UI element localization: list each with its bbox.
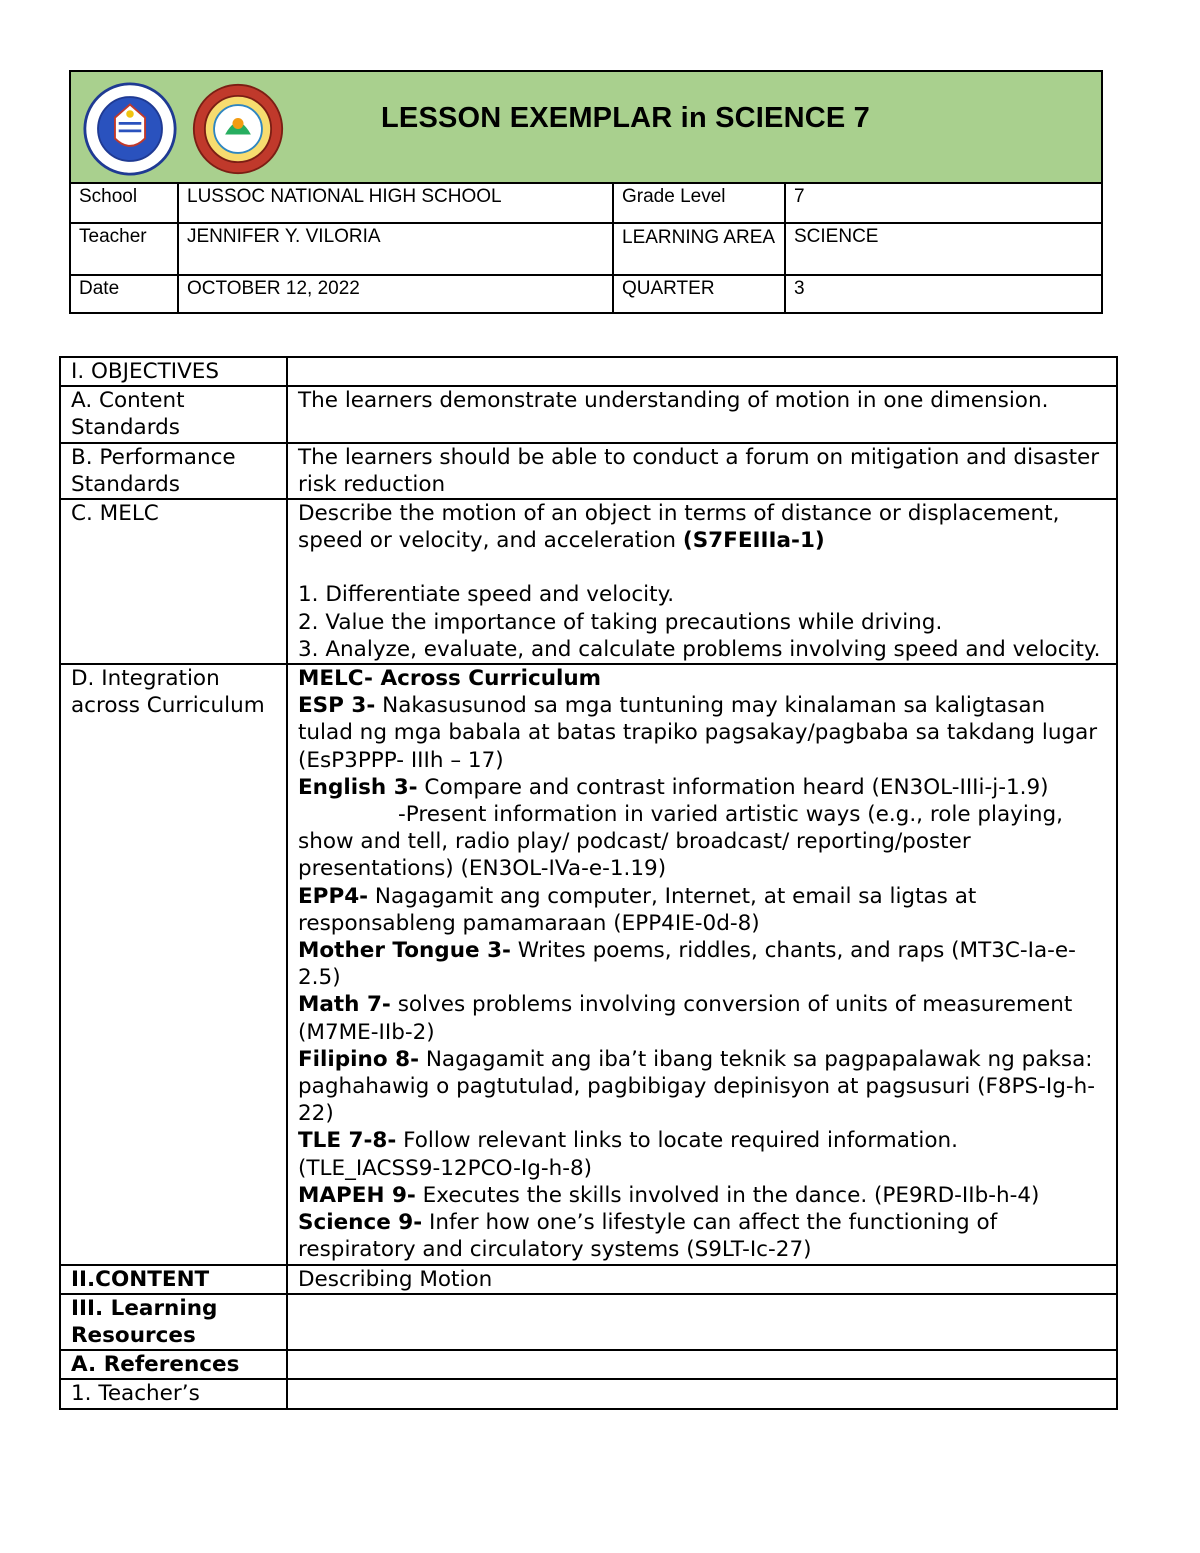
melc-value [287, 499, 1117, 664]
teachers-guide-label: 1. Teacher’s [60, 1379, 287, 1408]
teachers-guide-value [287, 1379, 1117, 1408]
teacher-value: JENNIFER Y. VILORIA [178, 223, 613, 275]
melc-label: C. MELC [60, 499, 287, 664]
integration-item [298, 991, 1106, 1045]
content-value: Describing Motion [287, 1265, 1117, 1294]
performance-standards-value: The learners should be able to conduct a forum on mitigation and disaster risk reduction [287, 443, 1117, 499]
learning-resources-label: III. Learning Resources [60, 1294, 287, 1350]
content-label: II.CONTENT [60, 1265, 287, 1294]
integration-text: -Present information in varied artistic ways (e.g., role playing, show and tell, radio play/ podcast/ broadcast/ reporting/poster presentations) (EN3OL-IVa-e-1.19) [298, 802, 1063, 882]
objectives-value [287, 357, 1117, 386]
date-label: Date [70, 275, 178, 313]
page-title: LESSON EXEMPLAR in SCIENCE 7 [381, 102, 871, 134]
grade-level-label: Grade Level [613, 183, 785, 223]
integration-item [298, 1127, 1106, 1181]
integration-item [298, 1182, 1106, 1209]
melc-code: (S7FEIIIa-1) [682, 528, 825, 554]
integration-heading: MELC- Across Curriculum [298, 666, 602, 692]
integration-text: solves problems involving conversion of units of measurement (M7ME-IIb-2) [298, 992, 1073, 1045]
integration-text: Executes the skills involved in the dance. (PE9RD-IIb-h-4) [415, 1182, 1040, 1208]
integration-subject: Math 7- [298, 992, 391, 1018]
title-banner [70, 71, 1102, 183]
melc-objective: 1. Differentiate speed and velocity. [298, 582, 675, 608]
learning-area-value: SCIENCE [785, 223, 1102, 275]
grade-level-value: 7 [785, 183, 1102, 223]
integration-text: Follow relevant links to locate required information. (TLE_IACSS9-12PCO-Ig-h-8) [298, 1128, 958, 1181]
melc-objective: 3. Analyze, evaluate, and calculate problems involving speed and velocity. [298, 636, 1101, 662]
content-standards-label: A. Content Standards [60, 386, 287, 442]
integration-text: Compare and contrast information heard (EN3OL-IIIi-j-1.9) [417, 774, 1049, 800]
deped-seal-logo [83, 82, 177, 176]
integration-text: Nakasusunod sa mga tuntuning may kinalaman sa kaligtasan tulad ng mga babala at batas trapiko pagsakay/pagbaba sa takdang lugar (EsP3PPP- IIIh – 17) [298, 693, 1098, 773]
melc-competency [298, 500, 1106, 554]
quarter-label: QUARTER [613, 275, 785, 313]
references-label: A. References [60, 1350, 287, 1379]
school-seal-logo [190, 83, 286, 175]
school-label: School [70, 183, 178, 223]
integration-subject: Science 9- [298, 1210, 423, 1236]
integration-text: Nagagamit ang iba’t ibang teknik sa pagpapalawak ng paksa: paghahawig o pagtutulad, pagbibigay depinisyon at pagsusuri (F8PS-Ig-h-22) [298, 1046, 1096, 1127]
teacher-label: Teacher [70, 223, 178, 275]
integration-subject: MAPEH 9- [298, 1182, 416, 1208]
content-standards-value: The learners demonstrate understanding of motion in one dimension. [287, 386, 1117, 442]
integration-item [298, 883, 1106, 937]
integration-subject: EPP4- [298, 883, 369, 909]
integration-item [298, 1046, 1106, 1128]
integration-subject: Mother Tongue 3- [298, 938, 511, 964]
integration-text: Nagagamit ang computer, Internet, at email sa ligtas at responsableng pamamaraan (EPP4IE-0d-8) [298, 883, 977, 936]
objectives-label: I. OBJECTIVES [60, 357, 287, 386]
integration-subject: TLE 7-8- [298, 1128, 397, 1154]
learning-area-label: LEARNING AREA [613, 223, 785, 275]
integration-item [298, 801, 1106, 883]
integration-text: Writes poems, riddles, chants, and raps (MT3C-Ia-e-2.5) [298, 938, 1076, 991]
references-value [287, 1350, 1117, 1379]
date-value: OCTOBER 12, 2022 [178, 275, 613, 313]
melc-objective: 2. Value the importance of taking precautions while driving. [298, 609, 943, 635]
integration-subject: English 3- [298, 774, 418, 800]
integration-subject: Filipino 8- [298, 1046, 420, 1072]
lesson-plan-table [59, 356, 1118, 1410]
integration-value [287, 664, 1117, 1264]
integration-item [298, 774, 1106, 801]
performance-standards-label: B. Performance Standards [60, 443, 287, 499]
integration-item [298, 692, 1106, 774]
integration-label: D. Integration across Curriculum [60, 664, 287, 1264]
integration-item [298, 937, 1106, 991]
school-value: LUSSOC NATIONAL HIGH SCHOOL [178, 183, 613, 223]
header-table [69, 70, 1103, 314]
quarter-value: 3 [785, 275, 1102, 313]
melc-text: Describe the motion of an object in terms of distance or displacement, speed or velocity, and acceleration [298, 501, 1060, 554]
integration-subject: ESP 3- [298, 693, 376, 719]
integration-text: Infer how one’s lifestyle can affect the functioning of respiratory and circulatory systems (S9LT-Ic-27) [298, 1210, 998, 1263]
learning-resources-value [287, 1294, 1117, 1350]
integration-item [298, 1209, 1106, 1263]
